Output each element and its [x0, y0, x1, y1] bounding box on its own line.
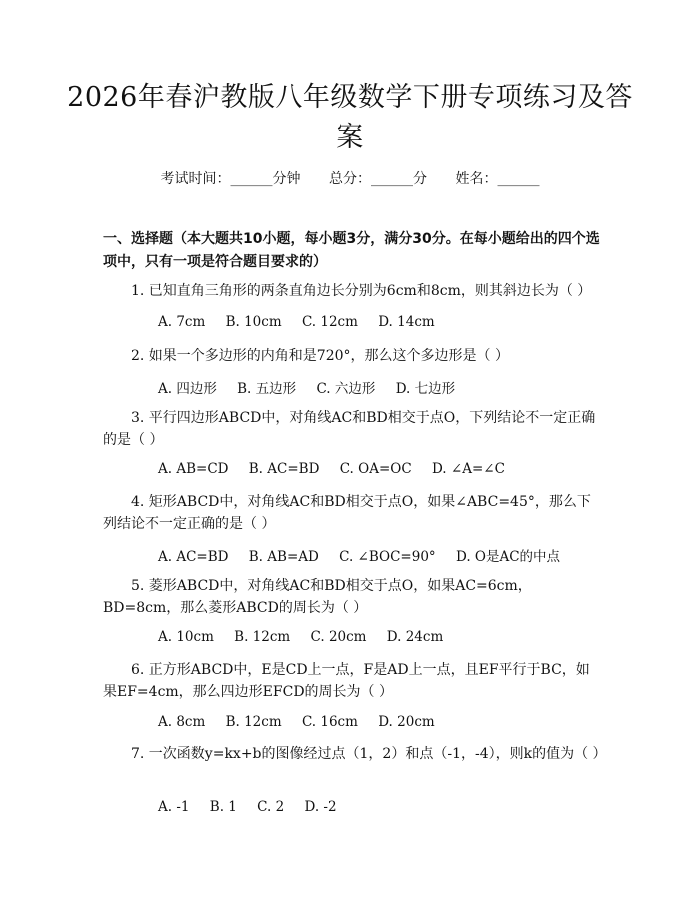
option-c: C. 六边形 — [316, 381, 376, 397]
option-c: C. 2 — [257, 799, 285, 815]
option-d: D. 七边形 — [395, 381, 456, 397]
option-b: B. AB=AD — [248, 549, 319, 565]
option-c: C. 12cm — [301, 314, 358, 330]
question-1-options — [158, 314, 451, 330]
option-a: A. 7cm — [158, 314, 206, 330]
option-c: C. ∠BOC=90° — [339, 549, 436, 565]
exam-time-field: 考试时间：______分钟 — [160, 171, 301, 187]
question-3-options — [158, 461, 521, 477]
option-a: A. -1 — [158, 799, 190, 815]
option-b: B. 1 — [209, 799, 237, 815]
option-c: C. 20cm — [310, 629, 367, 645]
option-d: D. O是AC的中点 — [455, 549, 561, 565]
question-4-options — [158, 545, 576, 565]
option-c: C. OA=OC — [339, 461, 412, 477]
option-c: C. 16cm — [301, 714, 358, 730]
option-a: A. 8cm — [158, 714, 206, 730]
question-1: 1. 已知直角三角形的两条直角边长分别为6cm和8cm，则其斜边长为（ ） — [131, 283, 592, 299]
question-5-options — [158, 629, 459, 645]
question-6: 6. 正方形ABCD中，E是CD上一点，F是AD上一点，且EF平行于BC，如果EF=4cm，那么四边形EFCD的周长为（ ） — [103, 662, 590, 700]
option-d: D. 24cm — [386, 629, 444, 645]
question-2-options — [158, 377, 471, 397]
option-b: B. 五边形 — [237, 381, 297, 397]
question-6-options — [158, 714, 451, 730]
question-4: 4. 矩形ABCD中，对角线AC和BD相交于点O，如果∠ABC=45°，那么下列结论不一定正确的是（ ） — [103, 494, 591, 532]
question-2: 2. 如果一个多边形的内角和是720°，那么这个多边形是（ ） — [131, 348, 509, 364]
option-b: B. AC=BD — [248, 461, 320, 477]
question-7-options — [158, 799, 353, 815]
option-d: D. ∠A=∠C — [431, 461, 505, 477]
option-b: B. 10cm — [225, 314, 282, 330]
student-name-field: 姓名：______ — [455, 171, 540, 187]
option-d: D. 20cm — [378, 714, 435, 730]
option-d: D. -2 — [304, 799, 337, 815]
option-b: B. 12cm — [225, 714, 282, 730]
option-a: A. AC=BD — [158, 549, 229, 565]
option-b: B. 12cm — [234, 629, 291, 645]
section-heading: 一、选择题（本大题共10小题，每小题3分，满分30分。在每小题给出的四个选项中，只有一项是符合题目要求的） — [103, 231, 600, 270]
option-a: A. AB=CD — [158, 461, 229, 477]
option-a: A. 10cm — [158, 629, 214, 645]
option-d: D. 14cm — [378, 314, 435, 330]
exam-meta — [0, 168, 700, 188]
page-title: 2026年春沪教版八年级数学下册专项练习及答案 — [67, 82, 633, 153]
total-score-field: 总分：______分 — [329, 171, 427, 187]
question-7: 7. 一次函数y=kx+b的图像经过点（1，2）和点（-1，-4），则k的值为（ ） — [131, 746, 607, 762]
option-a: A. 四边形 — [158, 381, 217, 397]
question-5: 5. 菱形ABCD中，对角线AC和BD相交于点O，如果AC=6cm，BD=8cm，那么菱形ABCD的周长为（ ） — [103, 578, 532, 616]
question-3: 3. 平行四边形ABCD中，对角线AC和BD相交于点O，下列结论不一定正确的是（ ） — [103, 410, 596, 448]
